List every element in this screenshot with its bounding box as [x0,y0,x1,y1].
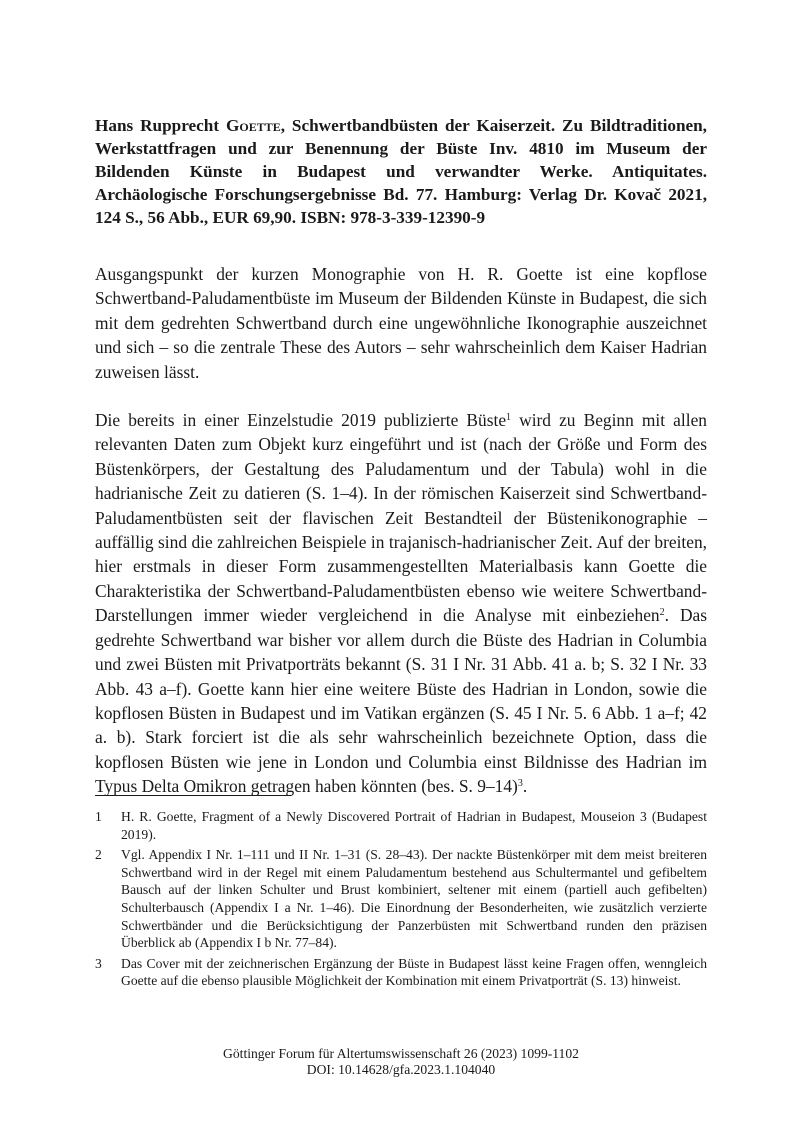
footnote-1 [95,808,707,843]
author-first-name: Hans Rupprecht [95,116,226,135]
doi[interactable]: DOI: 10.14628/gfa.2023.1.104040 [306,1062,496,1077]
footnote-3 [95,955,707,990]
review-body [95,262,707,823]
footnote-text: Vgl. Appendix I Nr. 1–111 und II Nr. 1–31 (S. 28–43). Der nackte Büstenkörper mit dem meist breiteren Schwertband wird in der Regel mit einem Paludamentum bestehend aus Schultermantel und gefibeltem Bausch auf der linken Schulter und Brust kombiniert, seltener mit einem (partiell auch gefibelten) Schulterbausch (Appendix I a Nr. 1–46). Die Einordnung der Besonderheiten, wie zusätzlich verzierte Schwertbänder und die Berücksichtigung der Panzerbüsten mit Schwertband runden den präzisen Überblick ab (Appendix I b Nr. 77–84). [121,847,707,951]
footnote-ref-1[interactable]: 1 [506,412,512,424]
journal-citation: Göttinger Forum für Altertumswissenschaft 26 (2023) 1099-1102 [223,1046,579,1061]
footnote-number: 1 [95,809,102,824]
page [95,0,707,1131]
footnotes [95,808,707,993]
paragraph-2-text-d: . [522,776,528,797]
footnote-ref-3[interactable]: 3 [517,778,523,790]
footnote-number: 2 [95,847,102,863]
review-header [95,114,707,229]
footnote-text: H. R. Goette, Fragment of a Newly Discovered Portrait of Hadrian in Budapest, Mouseion 3 (Budapest 2019). [121,809,707,842]
paragraph-2 [95,408,707,799]
paragraph-2-text-b: wird zu Beginn mit allen relevanten Daten zum Objekt kurz eingeführt und ist (nach der Größe und Form des Büstenkörpers, der Gestaltung des Paludamentum und der Tabula) wohl in die hadrianische Zeit zu datieren (S. 1–4). In der römischen Kaiserzeit sind Schwertband-Paludamentbüsten seit der flavischen Zeit Bestandteil der Büstenikonographie – auffällig sind die zahlreichen Beispiele in trajanisch-hadrianischer Zeit. Auf der breiten, hier erstmals in dieser Form zusammengestellten Materialbasis kann Goette die Charakteristika der Schwertband-Paludamentbüsten ebenso wie weitere Schwertband-Darstellungen immer wieder vergleichend in die Analyse mit einbeziehen [95,410,707,626]
footnote-text: Das Cover mit der zeichnerischen Ergänzung der Büste in Budapest lässt keine Fragen offen, wenngleich Goette auf die ebenso plausible Möglichkeit der Kombination mit einem Privatporträt (S. 13) hinweist. [121,955,707,989]
footnote-divider [95,795,291,796]
footnote-2 [95,846,707,952]
paragraph-2-text-c: . Das gedrehte Schwertband war bisher vor allem durch die Büste des Hadrian in Columbia und zwei Büsten mit Privatporträts bekannt (S. 31 I Nr. 31 Abb. 41 a. b; S. 32 I Nr. 33 Abb. 43 a–f). Goette kann hier eine weitere Büste des Hadrian in London, sowie die kopflosen Büsten in Budapest und im Vatikan ergänzen (S. 45 I Nr. 5. 6 Abb. 1 a–f; 42 a. b). Stark forciert ist die als sehr wahrscheinlich bezeichnete Option, dass die kopflosen Büsten wie jene in London und Columbia einst Bildnisse des Hadrian im Typus Delta Omikron getragen haben könnten (bes. S. 9–14) [95,605,707,797]
footnote-ref-2[interactable]: 2 [659,607,665,619]
footnote-number: 3 [95,955,102,971]
book-citation: , Schwertbandbüsten der Kaiserzeit. Zu Bildtraditionen, Werkstattfragen und zur Benennung der Büste Inv. 4810 im Museum der Bildenden Künste in Budapest und verwandter Werke. Antiquitates. Archäologische Forschungsergebnisse Bd. 77. Hamburg: Verlag Dr. Kovač 2021, 124 S., 56 Abb., EUR 69,90. ISBN: 978-3-339-12390-9 [95,116,707,227]
paragraph-2-text-a: Die bereits in einer Einzelstudie 2019 publizierte Büste [95,410,507,431]
page-footer [95,1046,707,1078]
author-last-name: Goette [226,116,281,135]
paragraph-1: Ausgangspunkt der kurzen Monographie von H. R. Goette ist eine kopflose Schwertband-Paludamentbüste im Museum der Bildenden Künste in Budapest, die sich mit dem gedrehten Schwertband durch eine ungewöhnliche Ikonographie auszeichnet und sich – so die zentrale These des Autors – sehr wahrscheinlich dem Kaiser Hadrian zuweisen lässt. [95,264,707,382]
